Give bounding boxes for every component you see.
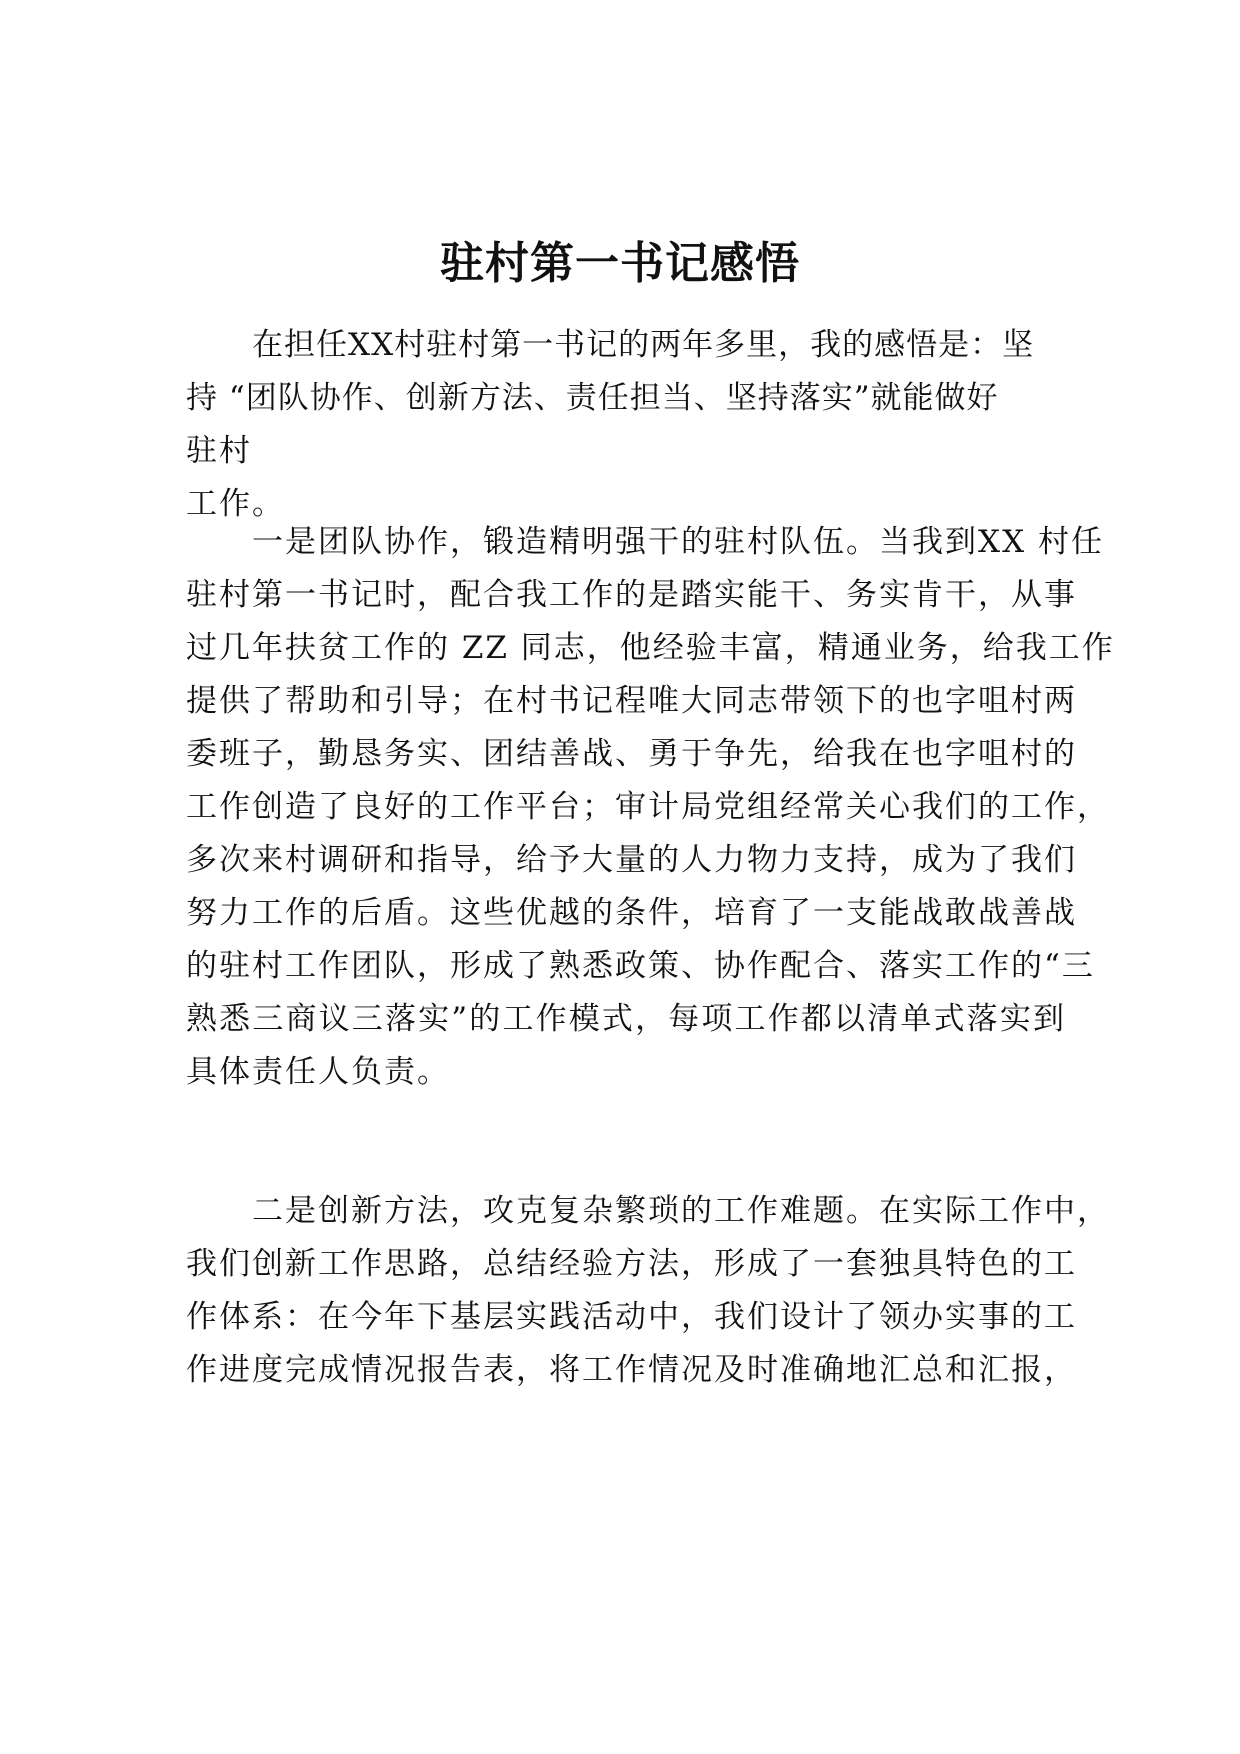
paragraph-line: 过几年扶贫工作的 ZZ 同志，他经验丰富，精通业务，给我工作	[186, 630, 1115, 666]
paragraph-line: 持 “团队协作、创新方法、责任担当、坚持落实”就能做好	[186, 380, 999, 416]
paragraph-line: 我们创新工作思路，总结经验方法，形成了一套独具特色的工	[186, 1246, 1077, 1282]
paragraph-line: 一是团队协作，锻造精明强干的驻村队伍。当我到XX 村任	[252, 524, 1104, 560]
document-title: 驻村第一书记感悟	[440, 238, 800, 289]
paragraph-line: 驻村	[186, 433, 252, 469]
paragraph-line: 努力工作的后盾。这些优越的条件，培育了一支能战敢战善战	[186, 895, 1077, 931]
paragraph-line: 驻村第一书记时，配合我工作的是踏实能干、务实肯干，从事	[186, 577, 1077, 613]
paragraph-line: 的驻村工作团队，形成了熟悉政策、协作配合、落实工作的“三	[186, 948, 1095, 984]
paragraph-line: 作进度完成情况报告表，将工作情况及时准确地汇总和汇报，	[186, 1352, 1077, 1388]
paragraph-line: 委班子，勤恳务实、团结善战、勇于争先，给我在也字咀村的	[186, 736, 1077, 772]
paragraph-line: 多次来村调研和指导，给予大量的人力物力支持，成为了我们	[186, 842, 1077, 878]
paragraph-line: 提供了帮助和引导；在村书记程唯大同志带领下的也字咀村两	[186, 683, 1077, 719]
paragraph-2	[186, 516, 1115, 1099]
paragraph-line: 熟悉三商议三落实”的工作模式，每项工作都以清单式落实到	[186, 1001, 1066, 1037]
paragraph-line: 工作创造了良好的工作平台；审计局党组经常关心我们的工作，	[186, 789, 1110, 825]
paragraph-line: 具体责任人负责。	[186, 1054, 450, 1090]
paragraph-line: 工作。	[186, 486, 285, 522]
paragraph-line: 在担任XX村驻村第一书记的两年多里，我的感悟是：坚	[252, 327, 1035, 363]
paragraph-3	[186, 1185, 1110, 1397]
paragraph-line: 作体系：在今年下基层实践活动中，我们设计了领办实事的工	[186, 1299, 1077, 1335]
paragraph-1	[186, 319, 1066, 531]
paragraph-line: 二是创新方法，攻克复杂繁琐的工作难题。在实际工作中，	[252, 1193, 1110, 1229]
